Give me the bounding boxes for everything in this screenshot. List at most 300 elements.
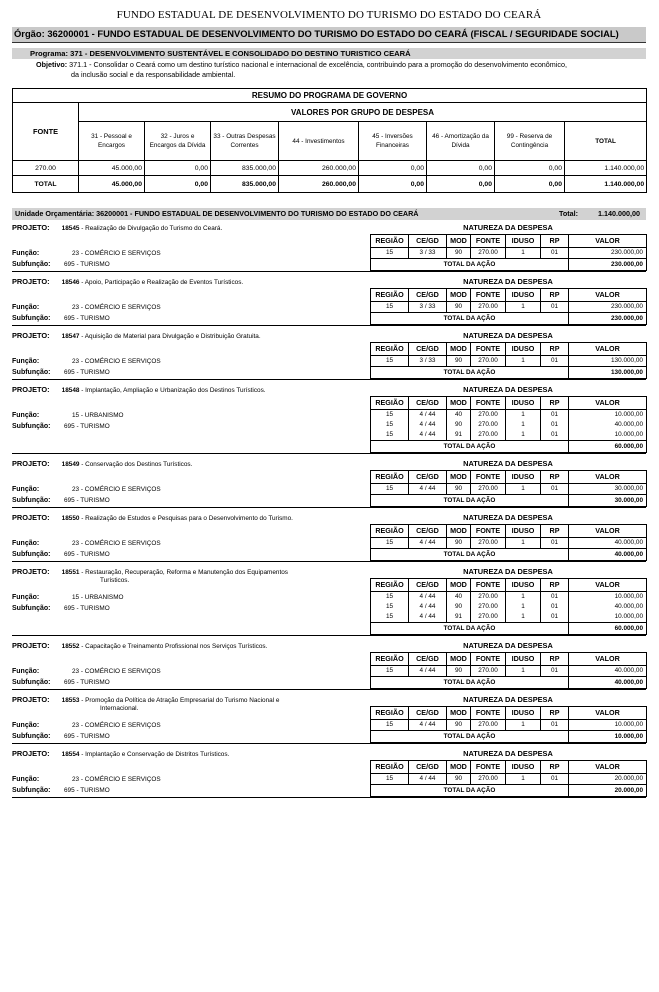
subfuncao-value: 695 - TURISMO: [64, 787, 110, 794]
natureza-cell: 01: [541, 666, 569, 677]
natureza-col-header: IDUSO: [506, 471, 541, 484]
subfuncao-line: [12, 679, 110, 686]
resumo-total-label: TOTAL: [13, 176, 79, 193]
project-block: [12, 458, 646, 508]
natureza-col-header: MOD: [447, 707, 471, 720]
resumo-total-value: 0,00: [359, 176, 427, 193]
natureza-col-header: VALOR: [569, 471, 647, 484]
natureza-col-header: RP: [541, 471, 569, 484]
natureza-col-header: VALOR: [569, 343, 647, 356]
natureza-cell: 3 / 33: [409, 356, 447, 367]
project-code: 18548: [61, 387, 80, 394]
project-name: Restauração, Recuperação, Reforma e Manutenção dos Equipamentos: [85, 569, 288, 576]
natureza-cell: 270.00: [471, 248, 506, 259]
natureza-row: [371, 302, 647, 313]
total-acao-row: [371, 731, 647, 743]
project-name: Conservação dos Destinos Turísticos.: [85, 461, 193, 468]
resumo-total-value: 0,00: [145, 176, 211, 193]
natureza-cell: 01: [541, 420, 569, 430]
project-label: PROJETO:: [12, 567, 50, 576]
natureza-cell: 90: [447, 420, 471, 430]
funcao-label: Função:: [12, 486, 40, 493]
natureza-cell: 90: [447, 666, 471, 677]
natureza-cell: 15: [371, 430, 409, 441]
total-acao-label: TOTAL DA AÇÃO: [371, 367, 569, 379]
natureza-cell: 1: [506, 410, 541, 421]
natureza-title: NATUREZA DA DESPESA: [463, 223, 553, 232]
natureza-block: [370, 512, 646, 561]
natureza-cell: 1: [506, 538, 541, 549]
natureza-col-header: RP: [541, 579, 569, 592]
subfuncao-line: [12, 497, 110, 504]
resumo-col-header: TOTAL: [565, 122, 647, 161]
funcao-value: 23 - COMÉRCIO E SERVIÇOS: [72, 722, 161, 729]
natureza-col-header: MOD: [447, 289, 471, 302]
project-name: Implantação e Conservação de Distritos Turísticos.: [85, 751, 230, 758]
resumo-total-value: 260.000,00: [279, 176, 359, 193]
project-label: PROJETO:: [12, 695, 50, 704]
natureza-row: [371, 356, 647, 367]
project-block: [12, 512, 646, 562]
subfuncao-line: [12, 261, 110, 268]
natureza-col-header: CE/GD: [409, 707, 447, 720]
subfuncao-value: 695 - TURISMO: [64, 497, 110, 504]
resumo-col-header: 45 - Inversões Financeiras: [359, 122, 427, 161]
natureza-col-header: REGIÃO: [371, 761, 409, 774]
total-acao-label: TOTAL DA AÇÃO: [371, 623, 569, 635]
total-acao-row: [371, 549, 647, 561]
natureza-cell: 4 / 44: [409, 420, 447, 430]
subfuncao-line: [12, 787, 110, 794]
natureza-cell: 01: [541, 302, 569, 313]
subfuncao-line: [12, 551, 110, 558]
project-label: PROJETO:: [12, 331, 50, 340]
natureza-col-header: FONTE: [471, 707, 506, 720]
natureza-cell: 1: [506, 666, 541, 677]
project-code: 18547: [61, 333, 80, 340]
natureza-cell: 40.000,00: [569, 538, 647, 549]
natureza-cell: 230.000,00: [569, 302, 647, 313]
funcao-value: 15 - URBANISMO: [72, 412, 124, 419]
natureza-col-header: CE/GD: [409, 289, 447, 302]
natureza-cell: 1: [506, 484, 541, 495]
natureza-table: [370, 288, 647, 325]
natureza-cell: 4 / 44: [409, 774, 447, 785]
objetivo: [12, 60, 646, 80]
natureza-row: [371, 420, 647, 430]
unidade-total-label: Total:: [559, 209, 579, 218]
subfuncao-label: Subfunção:: [12, 679, 51, 686]
project-name: Realização de Divulgação do Turismo do Ceará.: [85, 225, 223, 232]
natureza-header-row: [371, 471, 647, 484]
natureza-col-header: RP: [541, 707, 569, 720]
objetivo-line2: da inclusão social e da responsabilidade ambiental.: [71, 70, 236, 79]
natureza-col-header: FONTE: [471, 579, 506, 592]
funcao-line: [12, 486, 161, 493]
natureza-col-header: VALOR: [569, 525, 647, 538]
resumo-col-header: 33 - Outras Despesas Correntes: [211, 122, 279, 161]
resumo-value: 45.000,00: [79, 161, 145, 176]
total-acao-row: [371, 441, 647, 453]
natureza-col-header: REGIÃO: [371, 525, 409, 538]
natureza-col-header: FONTE: [471, 235, 506, 248]
natureza-col-header: FONTE: [471, 397, 506, 410]
subfuncao-label: Subfunção:: [12, 261, 51, 268]
natureza-cell: 01: [541, 720, 569, 731]
natureza-col-header: VALOR: [569, 761, 647, 774]
natureza-cell: 4 / 44: [409, 720, 447, 731]
natureza-col-header: MOD: [447, 343, 471, 356]
subfuncao-label: Subfunção:: [12, 551, 51, 558]
natureza-col-header: REGIÃO: [371, 235, 409, 248]
natureza-col-header: CE/GD: [409, 525, 447, 538]
natureza-col-header: FONTE: [471, 343, 506, 356]
natureza-table: [370, 470, 647, 507]
natureza-cell: 15: [371, 538, 409, 549]
project-name: Promoção da Política de Atração Empresarial do Turismo Nacional e: [85, 697, 280, 704]
natureza-cell: 15: [371, 592, 409, 603]
natureza-header-row: [371, 397, 647, 410]
natureza-col-header: CE/GD: [409, 761, 447, 774]
resumo-total-row: [13, 176, 647, 193]
total-acao-row: [371, 495, 647, 507]
resumo-column-headers: [13, 122, 647, 161]
project-name: Capacitação e Treinamento Profissional nos Serviços Turísticos.: [85, 643, 268, 650]
natureza-col-header: REGIÃO: [371, 653, 409, 666]
natureza-cell: 40.000,00: [569, 420, 647, 430]
natureza-cell: 90: [447, 248, 471, 259]
project-title: PROJETO: 18547 - Aquisição de Material para Divulgação e Distribuição Gratuita.: [12, 331, 261, 340]
natureza-col-header: FONTE: [471, 761, 506, 774]
natureza-table: [370, 342, 647, 379]
natureza-title: NATUREZA DA DESPESA: [463, 695, 553, 704]
natureza-col-header: IDUSO: [506, 235, 541, 248]
natureza-cell: 270.00: [471, 720, 506, 731]
natureza-col-header: FONTE: [471, 289, 506, 302]
funcao-line: [12, 304, 161, 311]
subfuncao-label: Subfunção:: [12, 315, 51, 322]
project-label: PROJETO:: [12, 385, 50, 394]
subfuncao-label: Subfunção:: [12, 605, 51, 612]
total-acao-value: 40.000,00: [569, 677, 647, 689]
natureza-header-row: [371, 525, 647, 538]
natureza-header-row: [371, 579, 647, 592]
natureza-cell: 10.000,00: [569, 612, 647, 623]
natureza-block: [370, 748, 646, 797]
natureza-cell: 270.00: [471, 430, 506, 441]
total-acao-value: 40.000,00: [569, 549, 647, 561]
natureza-cell: 3 / 33: [409, 248, 447, 259]
funcao-line: [12, 250, 161, 257]
total-acao-label: TOTAL DA AÇÃO: [371, 731, 569, 743]
natureza-col-header: MOD: [447, 653, 471, 666]
subfuncao-line: [12, 315, 110, 322]
objetivo-label: Objetivo:: [36, 60, 68, 69]
natureza-cell: 130.000,00: [569, 356, 647, 367]
natureza-cell: 270.00: [471, 484, 506, 495]
project-label: PROJETO:: [12, 749, 50, 758]
natureza-col-header: MOD: [447, 397, 471, 410]
funcao-line: [12, 776, 161, 783]
natureza-cell: 90: [447, 538, 471, 549]
project-block: [12, 640, 646, 690]
natureza-block: [370, 640, 646, 689]
natureza-cell: 15: [371, 302, 409, 313]
natureza-col-header: VALOR: [569, 397, 647, 410]
natureza-cell: 1: [506, 612, 541, 623]
natureza-cell: 90: [447, 356, 471, 367]
project-title: PROJETO: 18550 - Realização de Estudos e Pesquisas para o Desenvolvimento do Turismo.: [12, 513, 293, 522]
natureza-col-header: MOD: [447, 579, 471, 592]
project-label: PROJETO:: [12, 513, 50, 522]
natureza-cell: 270.00: [471, 612, 506, 623]
natureza-col-header: MOD: [447, 235, 471, 248]
natureza-cell: 90: [447, 484, 471, 495]
funcao-label: Função:: [12, 540, 40, 547]
total-acao-value: 60.000,00: [569, 441, 647, 453]
subfuncao-line: [12, 423, 110, 430]
project-block: [12, 384, 646, 454]
natureza-cell: 91: [447, 430, 471, 441]
resumo-total-value: 0,00: [427, 176, 495, 193]
natureza-table: [370, 706, 647, 743]
total-acao-row: [371, 367, 647, 379]
resumo-total-value: 0,00: [495, 176, 565, 193]
project-label: PROJETO:: [12, 277, 50, 286]
natureza-col-header: IDUSO: [506, 397, 541, 410]
total-acao-value: 130.000,00: [569, 367, 647, 379]
funcao-value: 23 - COMÉRCIO E SERVIÇOS: [72, 540, 161, 547]
natureza-cell: 1: [506, 356, 541, 367]
subfuncao-value: 695 - TURISMO: [64, 605, 110, 612]
total-acao-row: [371, 785, 647, 797]
funcao-label: Função:: [12, 722, 40, 729]
project-code: 18545: [61, 225, 80, 232]
natureza-cell: 01: [541, 774, 569, 785]
subfuncao-label: Subfunção:: [12, 733, 51, 740]
resumo-total-value: 1.140.000,00: [565, 176, 647, 193]
funcao-label: Função:: [12, 304, 40, 311]
natureza-cell: 270.00: [471, 302, 506, 313]
natureza-cell: 90: [447, 774, 471, 785]
total-acao-label: TOTAL DA AÇÃO: [371, 495, 569, 507]
project-title: PROJETO: 18554 - Implantação e Conservação de Distritos Turísticos.: [12, 749, 230, 758]
natureza-cell: 10.000,00: [569, 592, 647, 603]
natureza-cell: 270.00: [471, 420, 506, 430]
natureza-cell: 270.00: [471, 410, 506, 421]
natureza-header-row: [371, 653, 647, 666]
project-code: 18546: [61, 279, 80, 286]
total-acao-label: TOTAL DA AÇÃO: [371, 785, 569, 797]
natureza-table: [370, 396, 647, 453]
funcao-value: 23 - COMÉRCIO E SERVIÇOS: [72, 250, 161, 257]
natureza-cell: 1: [506, 774, 541, 785]
natureza-col-header: VALOR: [569, 653, 647, 666]
natureza-col-header: RP: [541, 525, 569, 538]
funcao-value: 23 - COMÉRCIO E SERVIÇOS: [72, 304, 161, 311]
natureza-cell: 15: [371, 774, 409, 785]
natureza-col-header: CE/GD: [409, 653, 447, 666]
natureza-block: [370, 566, 646, 635]
natureza-col-header: REGIÃO: [371, 707, 409, 720]
natureza-block: [370, 276, 646, 325]
natureza-col-header: REGIÃO: [371, 471, 409, 484]
natureza-cell: 1: [506, 248, 541, 259]
natureza-row: [371, 720, 647, 731]
natureza-title: NATUREZA DA DESPESA: [463, 277, 553, 286]
subfuncao-label: Subfunção:: [12, 497, 51, 504]
project-title: PROJETO: 18553 - Promoção da Política de Atração Empresarial do Turismo Nacional e Internacional.: [12, 696, 362, 713]
natureza-title: NATUREZA DA DESPESA: [463, 641, 553, 650]
natureza-col-header: RP: [541, 653, 569, 666]
natureza-cell: 4 / 44: [409, 666, 447, 677]
project-title: PROJETO: 18548 - Implantação, Ampliação e Urbanização dos Destinos Turísticos.: [12, 385, 266, 394]
natureza-cell: 4 / 44: [409, 484, 447, 495]
natureza-cell: 4 / 44: [409, 538, 447, 549]
natureza-cell: 4 / 44: [409, 410, 447, 421]
subfuncao-label: Subfunção:: [12, 369, 51, 376]
natureza-col-header: VALOR: [569, 235, 647, 248]
funcao-label: Função:: [12, 776, 40, 783]
funcao-line: [12, 594, 124, 601]
natureza-block: [370, 694, 646, 743]
natureza-cell: 90: [447, 602, 471, 612]
project-name: Aquisição de Material para Divulgação e Distribuição Gratuita.: [84, 333, 261, 340]
subfuncao-value: 695 - TURISMO: [64, 315, 110, 322]
natureza-cell: 15: [371, 420, 409, 430]
natureza-col-header: IDUSO: [506, 343, 541, 356]
resumo-col-header: 99 - Reserva de Contingência: [495, 122, 565, 161]
natureza-cell: 01: [541, 484, 569, 495]
natureza-col-header: VALOR: [569, 707, 647, 720]
total-acao-row: [371, 313, 647, 325]
total-acao-value: 10.000,00: [569, 731, 647, 743]
total-acao-row: [371, 623, 647, 635]
natureza-cell: 1: [506, 302, 541, 313]
project-label: PROJETO:: [12, 641, 50, 650]
natureza-title: NATUREZA DA DESPESA: [463, 385, 553, 394]
total-acao-row: [371, 259, 647, 271]
natureza-cell: 01: [541, 410, 569, 421]
orgao-bar: Órgão: 36200001 - FUNDO ESTADUAL DE DESENVOLVIMENTO DO TURISMO DO ESTADO DO CEARÁ (FISCAL / SEGURIDADE SOCIAL): [12, 27, 646, 43]
funcao-line: [12, 540, 161, 547]
subfuncao-label: Subfunção:: [12, 787, 51, 794]
natureza-cell: 15: [371, 248, 409, 259]
subfuncao-value: 695 - TURISMO: [64, 733, 110, 740]
total-acao-label: TOTAL DA AÇÃO: [371, 549, 569, 561]
project-code: 18551: [61, 569, 80, 576]
natureza-title: NATUREZA DA DESPESA: [463, 749, 553, 758]
natureza-cell: 270.00: [471, 538, 506, 549]
natureza-col-header: IDUSO: [506, 289, 541, 302]
natureza-col-header: REGIÃO: [371, 343, 409, 356]
natureza-cell: 15: [371, 666, 409, 677]
funcao-label: Função:: [12, 412, 40, 419]
resumo-total-value: 835.000,00: [211, 176, 279, 193]
natureza-cell: 15: [371, 612, 409, 623]
natureza-row: [371, 538, 647, 549]
natureza-table: [370, 578, 647, 635]
natureza-cell: 40.000,00: [569, 602, 647, 612]
natureza-row: [371, 248, 647, 259]
natureza-block: [370, 384, 646, 453]
funcao-value: 23 - COMÉRCIO E SERVIÇOS: [72, 776, 161, 783]
projects-list: [12, 222, 646, 798]
natureza-cell: 1: [506, 430, 541, 441]
natureza-cell: 15: [371, 410, 409, 421]
natureza-cell: 91: [447, 612, 471, 623]
resumo-table: [12, 88, 647, 193]
natureza-cell: 1: [506, 602, 541, 612]
natureza-cell: 01: [541, 538, 569, 549]
natureza-col-header: CE/GD: [409, 471, 447, 484]
resumo-value: 0,00: [145, 161, 211, 176]
natureza-col-header: REGIÃO: [371, 397, 409, 410]
project-name: Realização de Estudos e Pesquisas para o Desenvolvimento do Turismo.: [85, 515, 293, 522]
natureza-col-header: IDUSO: [506, 579, 541, 592]
natureza-col-header: IDUSO: [506, 761, 541, 774]
document-title: FUNDO ESTADUAL DE DESENVOLVIMENTO DO TURISMO DO ESTADO DO CEARÁ: [116, 9, 542, 21]
natureza-header-row: [371, 235, 647, 248]
project-name: Implantação, Ampliação e Urbanização dos Destinos Turísticos.: [85, 387, 266, 394]
natureza-cell: 1: [506, 592, 541, 603]
natureza-cell: 01: [541, 612, 569, 623]
project-title: PROJETO: 18551 - Restauração, Recuperação, Reforma e Manutenção dos Equipamentos Turísticos.: [12, 568, 362, 585]
natureza-col-header: FONTE: [471, 471, 506, 484]
natureza-cell: 10.000,00: [569, 430, 647, 441]
resumo-col-header: 44 - Investimentos: [279, 122, 359, 161]
funcao-label: Função:: [12, 594, 40, 601]
funcao-value: 15 - URBANISMO: [72, 594, 124, 601]
natureza-col-header: VALOR: [569, 289, 647, 302]
subfuncao-line: [12, 605, 110, 612]
total-acao-value: 230.000,00: [569, 259, 647, 271]
funcao-line: [12, 358, 161, 365]
total-acao-row: [371, 677, 647, 689]
funcao-line: [12, 668, 161, 675]
natureza-table: [370, 234, 647, 271]
project-block: [12, 222, 646, 272]
resumo-value: 835.000,00: [211, 161, 279, 176]
natureza-row: [371, 774, 647, 785]
subfuncao-line: [12, 733, 110, 740]
natureza-cell: 15: [371, 720, 409, 731]
project-block: [12, 276, 646, 326]
project-label: PROJETO:: [12, 223, 50, 232]
natureza-cell: 01: [541, 356, 569, 367]
natureza-header-row: [371, 761, 647, 774]
resumo-value: 0,00: [427, 161, 495, 176]
natureza-cell: 270.00: [471, 602, 506, 612]
natureza-col-header: MOD: [447, 471, 471, 484]
total-acao-label: TOTAL DA AÇÃO: [371, 313, 569, 325]
project-title: PROJETO: 18546 - Apoio, Participação e Realização de Eventos Turísticos.: [12, 277, 244, 286]
natureza-col-header: REGIÃO: [371, 579, 409, 592]
natureza-cell: 230.000,00: [569, 248, 647, 259]
natureza-cell: 01: [541, 248, 569, 259]
natureza-col-header: MOD: [447, 761, 471, 774]
natureza-cell: 90: [447, 302, 471, 313]
natureza-cell: 15: [371, 356, 409, 367]
natureza-block: [370, 222, 646, 271]
natureza-cell: 40.000,00: [569, 666, 647, 677]
total-acao-value: 230.000,00: [569, 313, 647, 325]
resumo-row: [13, 161, 647, 176]
natureza-title: NATUREZA DA DESPESA: [463, 567, 553, 576]
total-acao-value: 30.000,00: [569, 495, 647, 507]
funcao-label: Função:: [12, 358, 40, 365]
natureza-col-header: RP: [541, 343, 569, 356]
